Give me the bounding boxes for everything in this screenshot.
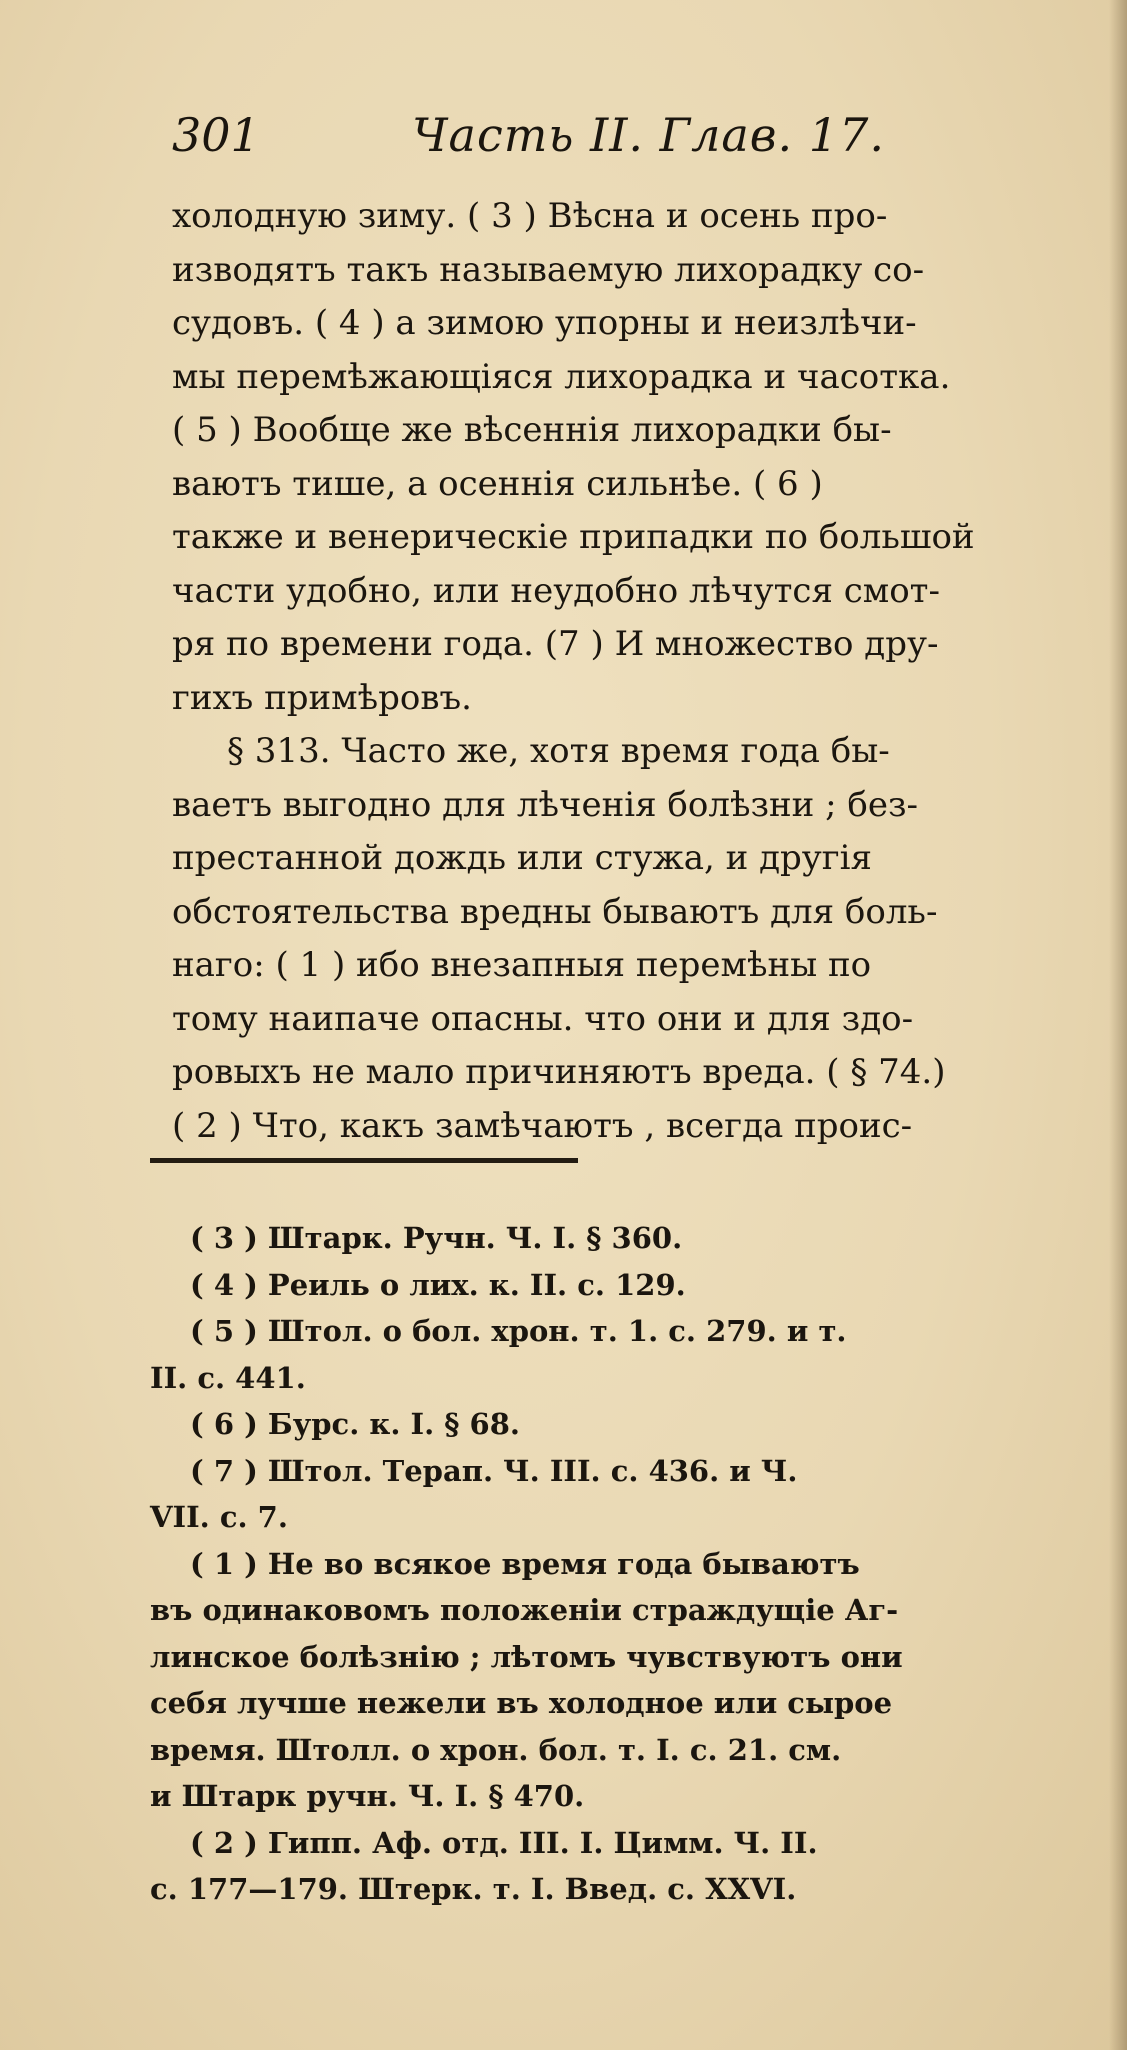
text-line: изводятъ такъ называемую лихорадку со- — [172, 249, 925, 290]
text-line: части удобно, или неудобно лѣчутся смот- — [172, 570, 940, 611]
footnote-line: ( 5 ) Штол. о бол. хрон. т. 1. с. 279. и т. — [190, 1314, 847, 1348]
text-line: гихъ примѣровъ. — [172, 677, 472, 718]
running-title: Часть II. Глав. 17. — [412, 108, 885, 162]
footnote-line: VII. с. 7. — [150, 1500, 288, 1534]
text-line: ( 5 ) Вообще же вѣсеннія лихорадки бы- — [172, 410, 892, 450]
footnote-divider — [150, 1158, 578, 1163]
footnote-line: линское болѣзнію ; лѣтомъ чувствуютъ они — [150, 1639, 903, 1674]
text-line: мы перемѣжающіяся лихорадка и часотка. — [172, 356, 951, 397]
footnote-line: себя лучше нежели въ холодное или сырое — [150, 1686, 893, 1720]
footnote-line: время. Штолл. о хрон. бол. т. I. с. 21. см. — [150, 1732, 842, 1767]
footnote-line: ( 3 ) Штарк. Ручн. Ч. I. § 360. — [190, 1221, 683, 1255]
text-line: ( 2 ) Что, какъ замѣчаютъ , всегда проис- — [172, 1105, 913, 1146]
text-line: тому наипаче опасны. что они и для здо- — [172, 998, 914, 1039]
footnote-line: ( 6 ) Бурс. к. I. § 68. — [190, 1407, 520, 1441]
footnote-line: II. с. 441. — [150, 1360, 306, 1395]
footnote-line: ( 1 ) Не во всякое время года бываютъ — [190, 1546, 860, 1581]
footnotes — [150, 1215, 1100, 1913]
main-text — [172, 190, 1122, 1153]
text-line: обстоятельства вредны бываютъ для боль- — [172, 891, 938, 932]
text-line: ваетъ выгодно для лѣченія болѣзни ; без- — [172, 784, 919, 825]
text-line: судовъ. ( 4 ) а зимою упорны и неизлѣчи- — [172, 303, 917, 343]
text-line: ровыхъ не мало причиняютъ вреда. ( § 74.) — [172, 1052, 946, 1092]
text-line: ря по времени года. (7 ) И множество дру- — [172, 624, 939, 664]
text-line: престанной дождь или стужа, и другія — [172, 838, 872, 878]
footnote-line: въ одинаковомъ положеніи страждущіе Аг- — [150, 1593, 899, 1627]
footnote-line: ( 2 ) Гипп. Аф. отд. III. I. Цимм. Ч. II. — [190, 1825, 818, 1860]
page-number: 301 — [172, 108, 260, 162]
footnote-line: и Штарк ручн. Ч. I. § 470. — [150, 1779, 585, 1813]
text-line: также и венерическіе припадки по большой — [172, 517, 975, 557]
text-line: ваютъ тише, а осеннія сильнѣе. ( 6 ) — [172, 463, 823, 504]
text-line: холодную зиму. ( 3 ) Вѣсна и осень про- — [172, 196, 888, 236]
footnote-line: с. 177—179. Штерк. т. I. Введ. с. XXVI. — [150, 1872, 797, 1906]
text-line: наго: ( 1 ) ибо внезапныя перемѣны по — [172, 945, 872, 985]
footnote-line: ( 7 ) Штол. Терап. Ч. III. с. 436. и Ч. — [190, 1453, 798, 1488]
footnote-line: ( 4 ) Реиль о лих. к. II. с. 129. — [190, 1267, 686, 1302]
page-header — [172, 108, 892, 168]
section-start-line: § 313. Часто же, хотя время года бы- — [227, 731, 890, 771]
